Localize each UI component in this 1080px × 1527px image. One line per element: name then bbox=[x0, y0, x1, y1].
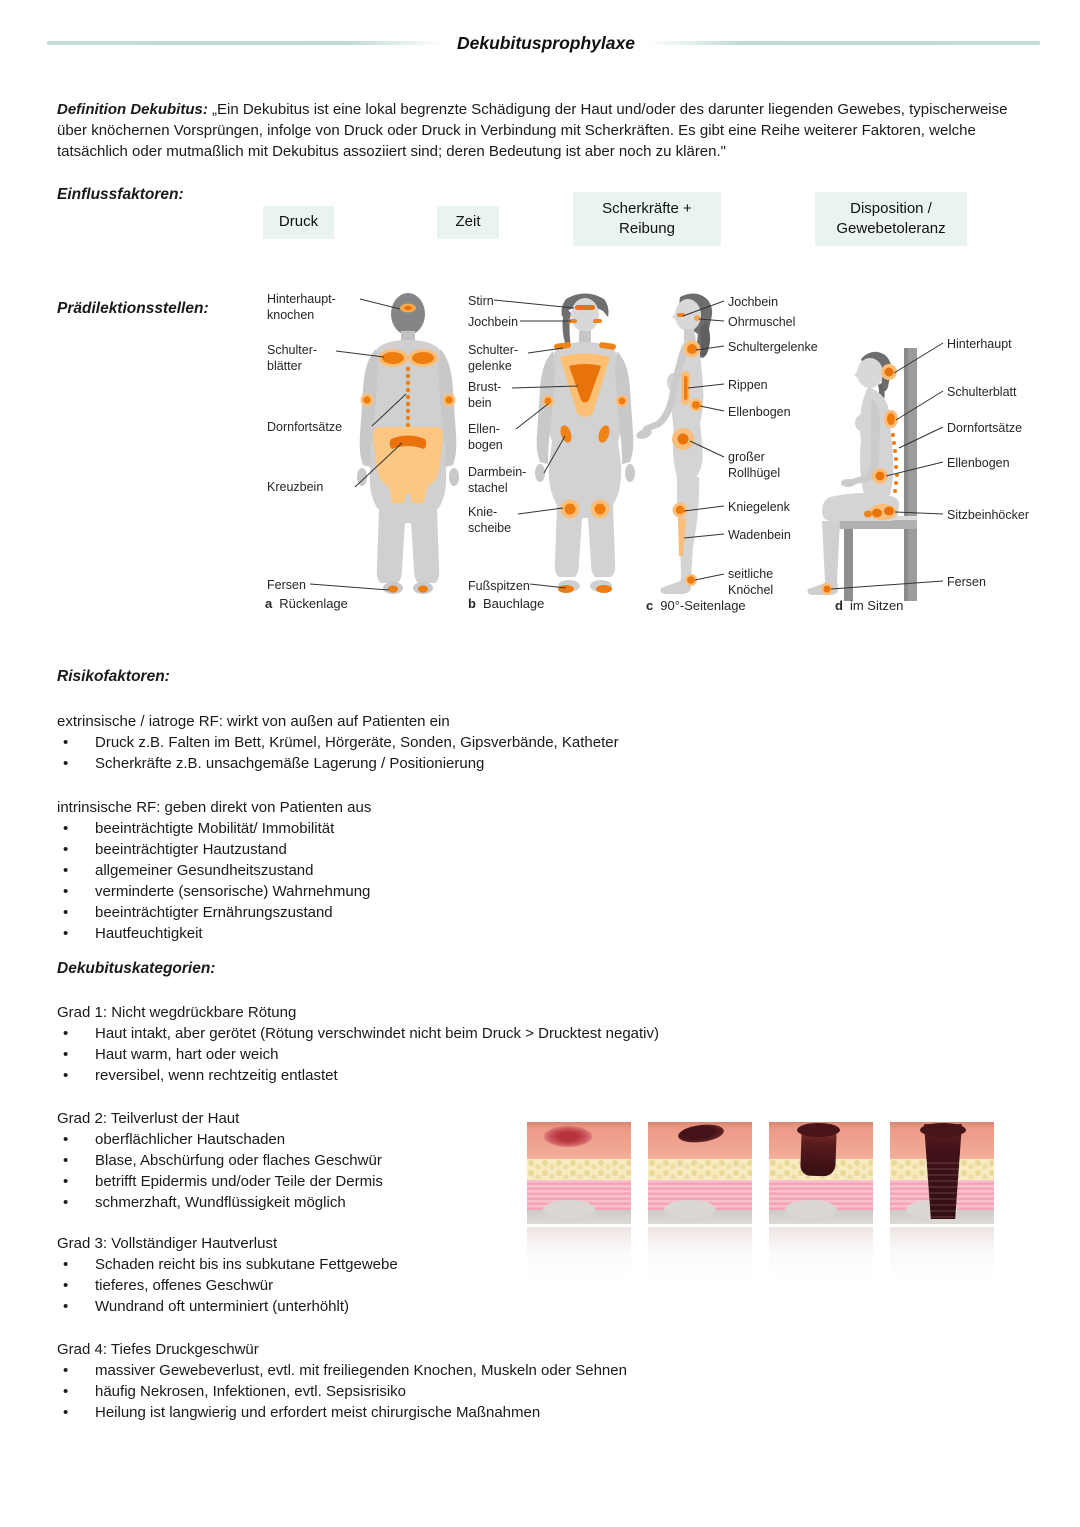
label-kniescheibe: Knie-scheibe bbox=[468, 505, 512, 535]
label-rippen: Rippen bbox=[728, 378, 768, 392]
label-darmbeinstachel: Darmbein-stachel bbox=[468, 465, 527, 495]
list-item: • allgemeiner Gesundheitszustand bbox=[57, 860, 1033, 881]
list-item: • beeinträchtigter Hautzustand bbox=[57, 839, 1033, 860]
list-item: • Hautfeuchtigkeit bbox=[57, 923, 1033, 944]
list-item: • Blase, Abschürfung oder flaches Geschwür bbox=[57, 1150, 517, 1171]
label-ellenbogen-c: Ellenbogen bbox=[728, 405, 791, 419]
bullet: • bbox=[63, 1025, 69, 1042]
label-seitliche-knoechel: seitliche Knöchel bbox=[728, 567, 774, 597]
panel-reflection bbox=[648, 1227, 752, 1279]
label-dornfortsaetze-d: Dornfortsätze bbox=[947, 421, 1023, 435]
list-item: • reversibel, wenn rechtzeitig entlastet bbox=[57, 1065, 1033, 1086]
label-fersen-d: Fersen bbox=[947, 575, 986, 589]
bullet: • bbox=[63, 1131, 69, 1148]
bullet: • bbox=[63, 1046, 69, 1063]
label-kreuzbein: Kreuzbein bbox=[267, 480, 324, 494]
bullet: • bbox=[63, 1298, 69, 1315]
grade2-list bbox=[57, 1129, 517, 1213]
title-rule-right bbox=[647, 41, 1040, 45]
bullet: • bbox=[63, 1067, 69, 1084]
extrinsic-list bbox=[57, 732, 1033, 774]
bullet: • bbox=[63, 883, 69, 900]
label-ohrmuschel: Ohrmuschel bbox=[728, 315, 796, 329]
bullet: • bbox=[63, 734, 69, 751]
panel-reflection bbox=[769, 1227, 873, 1279]
grade3-title: Grad 3: Vollständiger Hautverlust bbox=[57, 1235, 278, 1252]
ulcer-stage-3-panel bbox=[769, 1122, 873, 1279]
list-item: • Heilung ist langwierig und erfordert meist chirurgische Maßnahmen bbox=[57, 1402, 1033, 1423]
list-item: • massiver Gewebeverlust, evtl. mit freiliegenden Knochen, Muskeln oder Sehnen bbox=[57, 1360, 1033, 1381]
stage1-redness bbox=[544, 1126, 592, 1147]
list-item: • beeinträchtigter Ernährungszustand bbox=[57, 902, 1033, 923]
list-item: • Schaden reicht bis ins subkutane Fettgewebe bbox=[57, 1254, 1033, 1275]
label-jochbein-c: Jochbein bbox=[728, 295, 779, 309]
label-dornfortsaetze-a: Dornfortsätze bbox=[267, 420, 343, 434]
intrinsic-list bbox=[57, 818, 1033, 944]
figure-b-body bbox=[535, 294, 635, 594]
list-item: • betrifft Epidermis und/oder Teile der Dermis bbox=[57, 1171, 517, 1192]
heading-praedilektionsstellen: Prädilektionsstellen: bbox=[57, 300, 209, 317]
label-fussspitzen: Fußspitzen bbox=[468, 579, 530, 593]
definition-text: „Ein Dekubitus ist eine lokal begrenzte Schädigung der Haut und/oder des darunter liegenden Gewebes, typischerweise über knöchernen Vorsprüngen, infolge von Druck oder Druck in Verbindung mit Scherkräften. Es gibt eine Reihe weiterer Faktoren, welche tatsächlich oder mutmaßlich mit Dekubitus assoziiert sind; deren Bedeutung ist aber noch zu klären." bbox=[57, 101, 1008, 160]
grade2-title: Grad 2: Teilverlust der Haut bbox=[57, 1110, 240, 1127]
figure-d-body bbox=[808, 348, 918, 601]
bullet: • bbox=[63, 904, 69, 921]
label-grosser-rollhuegel: großer Rollhügel bbox=[728, 450, 781, 480]
bullet: • bbox=[63, 1362, 69, 1379]
label-brustbein: Brust-bein bbox=[468, 380, 502, 410]
label-schulterblatt-d: Schulterblatt bbox=[947, 385, 1017, 399]
grade1-title: Grad 1: Nicht wegdrückbare Rötung bbox=[57, 1004, 297, 1021]
list-item: • häufig Nekrosen, Infektionen, evtl. Sepsisrisiko bbox=[57, 1381, 1033, 1402]
bone-bump bbox=[543, 1200, 595, 1220]
ulcer-stage-illustrations bbox=[527, 1122, 994, 1279]
caption-figure-a: a Rückenlage bbox=[265, 596, 348, 611]
ulcer-stage-1-panel bbox=[527, 1122, 631, 1279]
anatomy-figure-panel bbox=[260, 287, 1065, 622]
bullet: • bbox=[63, 1404, 69, 1421]
ulcer-stage-4-panel bbox=[890, 1122, 994, 1279]
intrinsic-intro: intrinsische RF: geben direkt von Patienten aus bbox=[57, 799, 372, 816]
bone-bump bbox=[664, 1200, 716, 1220]
factor-box-disposition: Disposition / Gewebetoleranz bbox=[815, 192, 967, 246]
label-ellenbogen-b: Ellen-bogen bbox=[468, 422, 503, 452]
figure-a-body bbox=[357, 293, 459, 594]
panel-reflection bbox=[527, 1227, 631, 1279]
list-item: • Scherkräfte z.B. unsachgemäße Lagerung / Positionierung bbox=[57, 753, 1033, 774]
anatomy-illustration bbox=[260, 287, 1065, 622]
list-item: • oberflächlicher Hautschaden bbox=[57, 1129, 517, 1150]
list-item: • tieferes, offenes Geschwür bbox=[57, 1275, 1033, 1296]
caption-figure-b: b Bauchlage bbox=[468, 596, 545, 611]
label-wadenbein: Wadenbein bbox=[728, 528, 791, 542]
label-schulterblaetter: Schulter-blätter bbox=[267, 343, 318, 373]
label-kniegelenk: Kniegelenk bbox=[728, 500, 790, 514]
label-hinterhauptknochen: Hinterhaupt-knochen bbox=[267, 292, 336, 322]
label-ellenbogen-d: Ellenbogen bbox=[947, 456, 1010, 470]
bullet: • bbox=[63, 1383, 69, 1400]
label-sitzbeinhoecker: Sitzbeinhöcker bbox=[947, 508, 1029, 522]
title-rule-left bbox=[47, 41, 445, 45]
factor-box-druck: Druck bbox=[263, 206, 334, 239]
label-jochbein-b: Jochbein bbox=[468, 315, 519, 329]
fat-layer bbox=[527, 1159, 631, 1180]
label-schultergelenke-c: Schultergelenke bbox=[728, 340, 818, 354]
caption-figure-c: c 90°-Seitenlage bbox=[646, 598, 746, 613]
list-item: • beeinträchtigte Mobilität/ Immobilität bbox=[57, 818, 1033, 839]
list-item: • schmerzhaft, Wundflüssigkeit möglich bbox=[57, 1192, 517, 1213]
ulcer-stage-2-panel bbox=[648, 1122, 752, 1279]
grade4-list bbox=[57, 1360, 1033, 1423]
definition-paragraph bbox=[57, 99, 1033, 162]
list-item: • Druck z.B. Falten im Bett, Krümel, Hörgeräte, Sonden, Gipsverbände, Katheter bbox=[57, 732, 1033, 753]
bullet: • bbox=[63, 1173, 69, 1190]
bullet: • bbox=[63, 1256, 69, 1273]
list-item: • Haut warm, hart oder weich bbox=[57, 1044, 1033, 1065]
heading-dekubituskategorien: Dekubituskategorien: bbox=[57, 960, 216, 977]
heading-risikofaktoren: Risikofaktoren: bbox=[57, 668, 170, 685]
list-item: • Wundrand oft unterminiert (unterhöhlt) bbox=[57, 1296, 1033, 1317]
label-fersen-a: Fersen bbox=[267, 578, 306, 592]
bullet: • bbox=[63, 841, 69, 858]
list-item: • Haut intakt, aber gerötet (Rötung verschwindet nicht beim Druck > Drucktest negativ) bbox=[57, 1023, 1033, 1044]
label-stirn: Stirn bbox=[468, 294, 494, 308]
fat-layer bbox=[648, 1159, 752, 1180]
extrinsic-intro: extrinsische / iatroge RF: wirkt von außen auf Patienten ein bbox=[57, 713, 450, 730]
bullet: • bbox=[63, 925, 69, 942]
bullet: • bbox=[63, 862, 69, 879]
bullet: • bbox=[63, 1152, 69, 1169]
label-schultergelenke-b: Schulter-gelenke bbox=[468, 343, 519, 373]
stage4-wound-opening bbox=[920, 1123, 966, 1137]
list-item: • verminderte (sensorische) Wahrnehmung bbox=[57, 881, 1033, 902]
bullet: • bbox=[63, 1194, 69, 1211]
panel-reflection bbox=[890, 1227, 994, 1279]
grade1-list bbox=[57, 1023, 1033, 1086]
caption-figure-d: d im Sitzen bbox=[835, 598, 904, 613]
factor-box-zeit: Zeit bbox=[437, 206, 499, 239]
bullet: • bbox=[63, 820, 69, 837]
definition-lead: Definition Dekubitus: bbox=[57, 101, 208, 118]
label-hinterhaupt-d: Hinterhaupt bbox=[947, 337, 1012, 351]
factor-box-scherkraefte: Scherkräfte + Reibung bbox=[573, 192, 721, 246]
page-title: Dekubitusprophylaxe bbox=[457, 32, 635, 53]
bone-bump bbox=[785, 1200, 837, 1220]
bullet: • bbox=[63, 1277, 69, 1294]
stage3-wound-opening bbox=[797, 1123, 840, 1137]
figure-c-body bbox=[635, 293, 712, 594]
bullet: • bbox=[63, 755, 69, 772]
document-header bbox=[47, 32, 1040, 54]
heading-einflussfaktoren: Einflussfaktoren: bbox=[57, 186, 184, 203]
grade4-title: Grad 4: Tiefes Druckgeschwür bbox=[57, 1341, 259, 1358]
